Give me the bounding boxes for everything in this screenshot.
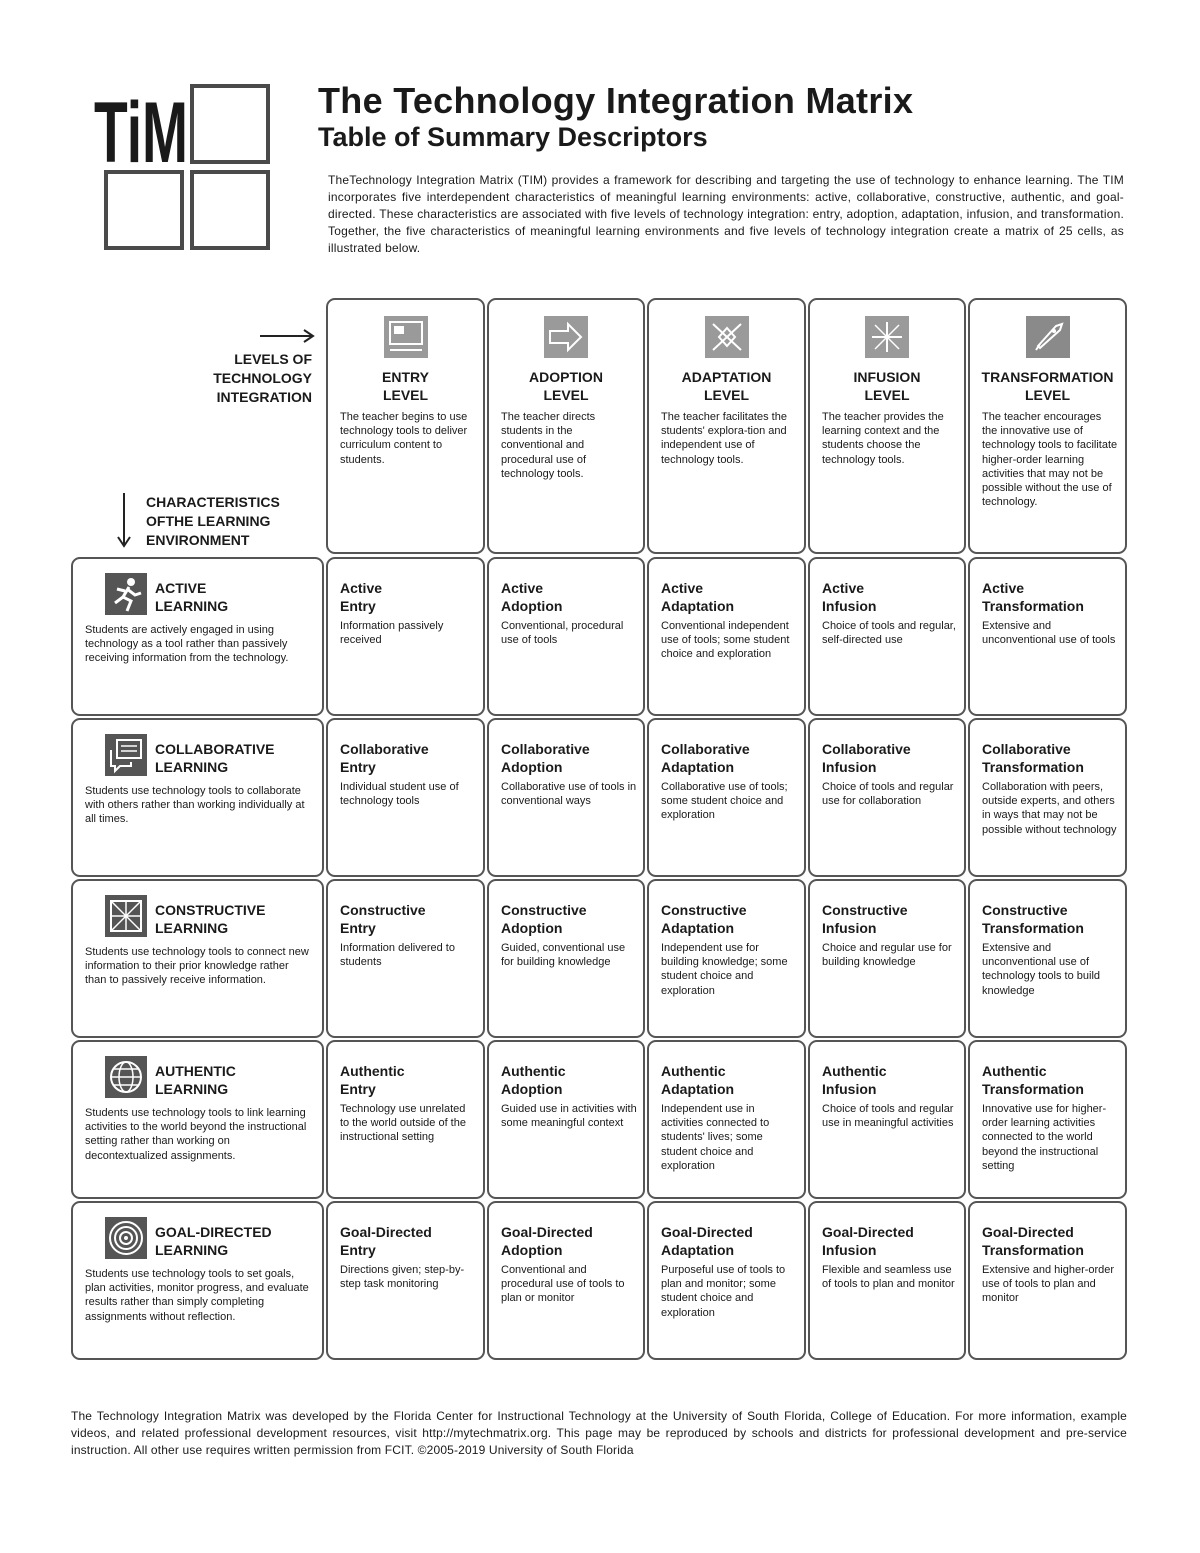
cell-title-line1: Constructive xyxy=(661,902,747,918)
characteristic-collaborative xyxy=(71,718,324,877)
matrix-cell xyxy=(647,1040,806,1199)
cell-title-line2: Infusion xyxy=(822,1081,877,1097)
cell-title-line2: Entry xyxy=(340,1242,376,1258)
cell-title-line1: Collaborative xyxy=(982,741,1071,757)
cell-title-line1: Constructive xyxy=(501,902,587,918)
characteristic-authentic xyxy=(71,1040,324,1199)
cell-description: Flexible and seamless use of tools to plan and monitor xyxy=(822,1264,955,1291)
cell-title-line2: Infusion xyxy=(822,598,877,614)
cell-title-line1: Goal-Directed xyxy=(501,1224,593,1240)
cell-title-line1: Goal-Directed xyxy=(661,1224,753,1240)
characteristic-suffix: LEARNING xyxy=(155,598,229,614)
characteristic-name: GOAL-DIRECTED xyxy=(155,1224,272,1240)
cell-title-line1: Collaborative xyxy=(661,741,750,757)
characteristic-name: AUTHENTIC xyxy=(155,1063,236,1079)
characteristics-axis-label: CHARACTERISTICS OFTHE LEARNING ENVIRONMENT xyxy=(146,494,280,548)
matrix-cell xyxy=(647,718,806,877)
characteristic-description: Students use technology tools to link learning activities to the world beyond the instructional setting rather than working on decontextualized assignments. xyxy=(85,1107,307,1162)
cell-title-line2: Adaptation xyxy=(661,598,735,614)
cell-title-line1: Collaborative xyxy=(340,741,429,757)
cell-description: Collaborative use of tools in conventional ways xyxy=(501,781,637,808)
cell-title-line2: Adoption xyxy=(501,920,563,936)
matrix-cell xyxy=(808,557,966,716)
characteristic-name: COLLABORATIVE xyxy=(155,741,275,757)
cell-description: Choice and regular use for building knowledge xyxy=(822,942,952,969)
cell-description: Conventional independent use of tools; some student choice and exploration xyxy=(661,620,790,661)
level-description: The teacher provides the learning context and the students choose the technology tools. xyxy=(822,411,944,466)
matrix-cell xyxy=(487,879,645,1038)
level-header-entry xyxy=(326,298,485,554)
matrix-cell xyxy=(326,879,485,1038)
cell-description: Extensive and unconventional use of technology tools to build knowledge xyxy=(982,942,1101,997)
cell-description: Directions given; step-by-step task monitoring xyxy=(340,1264,465,1291)
arrow-down-icon xyxy=(116,493,132,549)
characteristic-name: ACTIVE xyxy=(155,580,207,596)
cell-title-line2: Adaptation xyxy=(661,1242,735,1258)
cell-title-line2: Adoption xyxy=(501,759,563,775)
arrow-right-icon xyxy=(260,328,316,344)
cell-description: Technology use unrelated to the world outside of the instructional setting xyxy=(340,1103,466,1144)
matrix-cell xyxy=(326,557,485,716)
cell-title-line1: Authentic xyxy=(982,1063,1047,1079)
target-icon xyxy=(105,1217,147,1259)
cell-title-line2: Infusion xyxy=(822,1242,877,1258)
characteristic-name: CONSTRUCTIVE xyxy=(155,902,266,918)
matrix-cell xyxy=(968,1201,1127,1360)
entry-icon xyxy=(384,316,428,358)
characteristic-suffix: LEARNING xyxy=(155,1081,229,1097)
cell-title-line1: Active xyxy=(982,580,1025,596)
cell-description: Individual student use of technology tools xyxy=(340,781,459,808)
level-name: ADOPTION xyxy=(529,369,603,385)
matrix-cell xyxy=(647,557,806,716)
cell-title-line1: Authentic xyxy=(661,1063,726,1079)
matrix-cell xyxy=(808,718,966,877)
footer-text: The Technology Integration Matrix was developed by the Florida Center for Instructional Technology at the University of South Florida, College of Education. For more information, example videos, and related professional development resources, visit http://mytechmatrix.org. This page may be reproduced by schools and districts for professional development and pre-service instruction. All other use requires written permission from FCIT. ©2005-2019 University of South Florida xyxy=(71,1409,1127,1457)
adoption-arrow-icon xyxy=(544,316,588,358)
cell-title-line1: Constructive xyxy=(822,902,908,918)
cell-title-line1: Collaborative xyxy=(822,741,911,757)
infusion-icon xyxy=(865,316,909,358)
cell-description: Collaborative use of tools; some student choice and exploration xyxy=(661,781,788,822)
level-header-infusion xyxy=(808,298,966,554)
cell-description: Conventional and procedural use of tools to plan or monitor xyxy=(501,1264,625,1305)
level-description: The teacher directs students in the conventional and procedural use of technology tools. xyxy=(501,411,596,480)
level-suffix: LEVEL xyxy=(382,387,429,403)
cell-description: Purposeful use of tools to plan and monitor; some student choice and exploration xyxy=(661,1264,786,1319)
characteristic-constructive xyxy=(71,879,324,1038)
cell-title-line2: Transformation xyxy=(982,1081,1084,1097)
characteristic-description: Students use technology tools to connect new information to their prior knowledge rather than to passively receive information. xyxy=(85,946,309,987)
level-suffix: LEVEL xyxy=(1024,387,1071,403)
level-suffix: LEVEL xyxy=(703,387,750,403)
cell-description: Information passively received xyxy=(340,620,444,647)
matrix-cell xyxy=(647,1201,806,1360)
level-description: The teacher facilitates the students' explora-tion and independent use of technology tools. xyxy=(661,411,787,466)
matrix-cell xyxy=(487,1201,645,1360)
cell-description: Innovative use for higher-order learning activities connected to the world beyond the instructional setting xyxy=(982,1103,1107,1172)
cell-title-line2: Infusion xyxy=(822,759,877,775)
characteristic-active xyxy=(71,557,324,716)
level-header-adaptation xyxy=(647,298,806,554)
tim-logo xyxy=(92,84,272,254)
cell-title-line2: Adaptation xyxy=(661,759,735,775)
logo-text: TiM xyxy=(94,85,188,181)
cell-title-line2: Adoption xyxy=(501,1242,563,1258)
level-name: ENTRY xyxy=(382,369,429,385)
characteristic-suffix: LEARNING xyxy=(155,920,229,936)
cell-description: Extensive and higher-order use of tools to plan and monitor xyxy=(982,1264,1115,1305)
cell-title-line2: Adaptation xyxy=(661,920,735,936)
cell-description: Guided use in activities with some meaningful context xyxy=(501,1103,637,1130)
cell-description: Extensive and unconventional use of tools xyxy=(982,620,1116,647)
characteristic-description: Students are actively engaged in using technology as a tool rather than passively receiving information from the technology. xyxy=(85,624,289,665)
matrix-cell xyxy=(808,879,966,1038)
lattice-icon xyxy=(105,895,147,937)
cell-title-line1: Constructive xyxy=(340,902,426,918)
cell-title-line2: Transformation xyxy=(982,1242,1084,1258)
cell-title-line2: Entry xyxy=(340,920,376,936)
cell-title-line2: Infusion xyxy=(822,920,877,936)
cell-description: Guided, conventional use for building knowledge xyxy=(501,942,626,969)
characteristic-goal-directed xyxy=(71,1201,324,1360)
cell-title-line1: Authentic xyxy=(501,1063,566,1079)
characteristic-description: Students use technology tools to collaborate with others rather than working individually at all times. xyxy=(85,785,305,826)
cell-title-line1: Goal-Directed xyxy=(340,1224,432,1240)
characteristic-suffix: LEARNING xyxy=(155,1242,229,1258)
page-title: The Technology Integration Matrix xyxy=(318,80,914,121)
cell-title-line2: Adoption xyxy=(501,1081,563,1097)
cell-title-line1: Active xyxy=(340,580,383,596)
matrix-cell xyxy=(968,879,1127,1038)
cell-title-line2: Transformation xyxy=(982,759,1084,775)
matrix-cell xyxy=(326,1201,485,1360)
cell-title-line1: Constructive xyxy=(982,902,1068,918)
matrix-cell xyxy=(487,557,645,716)
cell-title-line1: Active xyxy=(501,580,544,596)
matrix-cell xyxy=(968,1040,1127,1199)
cell-description: Independent use in activities connected to students' lives; some student choice and exploration xyxy=(661,1103,770,1172)
cell-description: Collaboration with peers, outside experts, and others in ways that may not be possible without technology xyxy=(982,781,1117,836)
level-name: ADAPTATION xyxy=(681,369,772,385)
cell-description: Information delivered to students xyxy=(340,942,455,969)
level-description: The teacher begins to use technology tools to deliver curriculum content to students. xyxy=(340,411,468,466)
cell-title-line1: Active xyxy=(822,580,865,596)
cell-description: Choice of tools and regular use for collaboration xyxy=(822,781,954,808)
cell-description: Choice of tools and regular, self-directed use xyxy=(822,620,956,647)
cell-title-line2: Entry xyxy=(340,759,376,775)
characteristic-suffix: LEARNING xyxy=(155,759,229,775)
chat-bubbles-icon xyxy=(105,734,147,776)
cell-description: Conventional, procedural use of tools xyxy=(501,620,624,647)
cell-title-line1: Goal-Directed xyxy=(822,1224,914,1240)
level-suffix: LEVEL xyxy=(864,387,910,403)
level-header-adoption xyxy=(487,298,645,554)
matrix-cell xyxy=(326,1040,485,1199)
tim-logo-graphic xyxy=(92,84,272,254)
levels-axis-label: LEVELS OF TECHNOLOGY INTEGRATION xyxy=(213,351,312,405)
page-subtitle: Table of Summary Descriptors xyxy=(318,122,708,152)
matrix-cell xyxy=(808,1040,966,1199)
cell-title-line2: Entry xyxy=(340,598,376,614)
intro-paragraph: TheTechnology Integration Matrix (TIM) provides a framework for describing and targeting the use of technology to enhance learning. The TIM incorporates five interdependent characteristics of meaningful learning environments: active, collaborative, constructive, authentic, and goal-directed. These characteristics are associated with five levels of technology integration: entry, adoption, adaptation, infusion, and transformation. Together, the five characteristics of meaningful learning environments and five levels of technology integration create a matrix of 25 cells, as illustrated below. xyxy=(328,173,1124,255)
matrix-cell xyxy=(968,718,1127,877)
matrix-cell xyxy=(968,557,1127,716)
globe-icon xyxy=(105,1056,147,1098)
matrix-cell xyxy=(326,718,485,877)
level-name: INFUSION xyxy=(853,369,921,385)
cell-title-line2: Entry xyxy=(340,1081,376,1097)
cell-description: Independent use for building knowledge; some student choice and exploration xyxy=(661,942,788,997)
cell-title-line2: Adoption xyxy=(501,598,563,614)
cell-title-line1: Authentic xyxy=(340,1063,405,1079)
cell-title-line1: Collaborative xyxy=(501,741,590,757)
transformation-rocket-icon xyxy=(1026,316,1070,358)
runner-icon xyxy=(105,573,147,615)
level-suffix: LEVEL xyxy=(543,387,589,403)
characteristic-description: Students use technology tools to set goals, plan activities, monitor progress, and evaluate results rather than simply completing assignments without reflection. xyxy=(85,1268,309,1323)
level-header-transformation xyxy=(968,298,1127,554)
cell-title-line2: Transformation xyxy=(982,920,1084,936)
matrix-cell xyxy=(647,879,806,1038)
cell-title-line1: Authentic xyxy=(822,1063,887,1079)
cell-description: Choice of tools and regular use in meaningful activities xyxy=(822,1103,954,1130)
cell-title-line1: Active xyxy=(661,580,704,596)
matrix-cell xyxy=(487,1040,645,1199)
matrix-cell xyxy=(487,718,645,877)
level-description: The teacher encourages the innovative use of technology tools to facilitate higher-order learning activities that may not be possible without the use of technology. xyxy=(982,411,1118,509)
cell-title-line2: Adaptation xyxy=(661,1081,735,1097)
adaptation-icon xyxy=(705,316,749,358)
level-name: TRANSFORMATION xyxy=(981,369,1114,385)
cell-title-line2: Transformation xyxy=(982,598,1084,614)
matrix-cell xyxy=(808,1201,966,1360)
cell-title-line1: Goal-Directed xyxy=(982,1224,1074,1240)
